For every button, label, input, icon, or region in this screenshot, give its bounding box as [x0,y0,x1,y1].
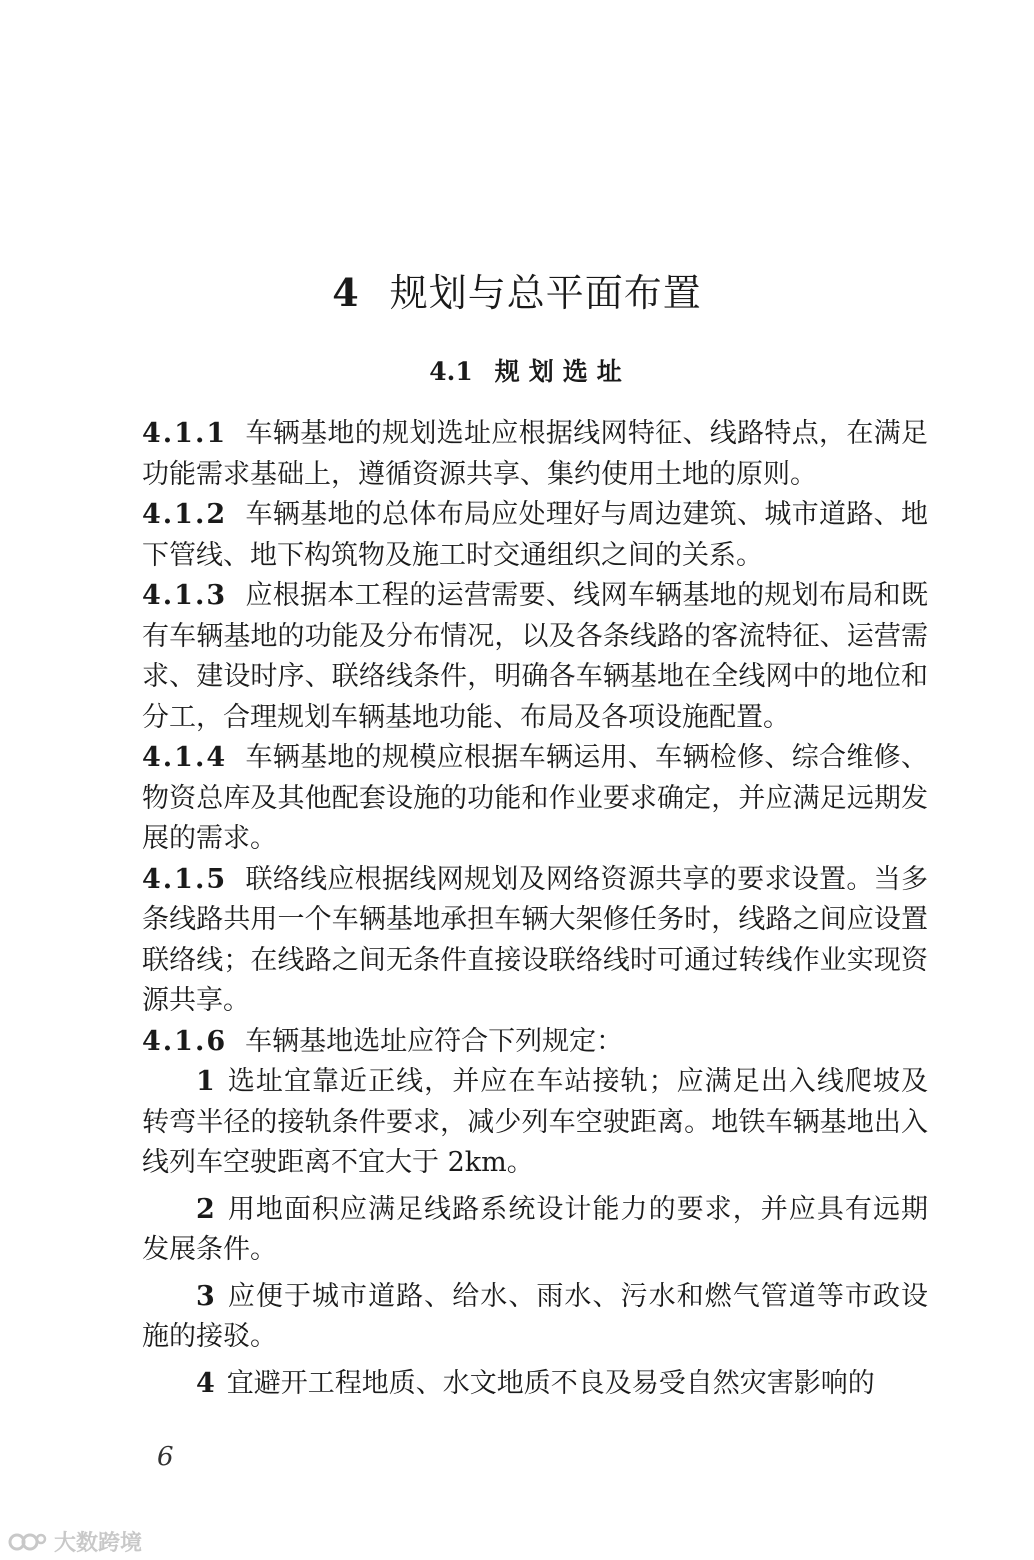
item-text: 应便于城市道路、给水、雨水、污水和燃气管道等市政设施的接驳。 [142,1280,928,1352]
clause-text: 车辆基地的规划选址应根据线网特征、线路特点，在满足功能需求基础上，遵循资源共享、集约使用土地的原则。 [142,418,928,490]
clause-4-1-2 [142,495,928,576]
section-title [0,352,1034,388]
list-item-3 [142,1277,928,1358]
clause-4-1-1 [142,414,928,495]
item-text: 用地面积应满足线路系统设计能力的要求，并应具有远期发展条件。 [142,1193,928,1265]
clause-4-1-4 [142,738,928,860]
page-number: 6 [157,1442,174,1472]
body-text [142,414,928,1404]
list-item-4 [142,1364,928,1405]
clause-text: 车辆基地的总体布局应处理好与周边建筑、城市道路、地下管线、地下构筑物及施工时交通组织之间的关系。 [142,499,928,571]
list-item-2 [142,1190,928,1271]
clause-4-1-5 [142,860,928,1022]
clause-number: 4.1.1 [142,418,228,449]
clause-4-1-3 [142,576,928,738]
list-item-1 [142,1062,928,1184]
watermark-text: 大数跨境 [54,1531,143,1556]
clause-number: 4.1.5 [142,863,228,895]
item-text: 选址宜靠近正线，并应在车站接轨；应满足出入线爬坡及转弯半径的接轨条件要求，减少列车空驶距离。地铁车辆基地出入线列车空驶距离不宜大于 2km。 [142,1066,928,1178]
clause-number: 4.1.2 [142,499,228,530]
section-number: 4.1 [429,357,473,386]
clause-number: 4.1.4 [142,742,228,773]
chapter-title [0,262,1034,317]
item-number: 2 [196,1193,215,1225]
watermark [8,1526,142,1557]
section-title-text: 规划选址 [494,357,631,386]
clause-text: 车辆基地选址应符合下列规定： [245,1025,624,1057]
chapter-title-text: 规划与总平面布置 [389,271,702,315]
item-number: 4 [196,1367,215,1399]
item-number: 1 [196,1066,215,1097]
clause-text: 联络线应根据线网规划及网络资源共享的要求设置。当多条线路共用一个车辆基地承担车辆大架修任务时，线路之间应设置联络线；在线路之间无条件直接设联络线时可通过转线作业实现资源共享。 [142,863,928,1016]
item-text: 宜避开工程地质、水文地质不良及易受自然灾害影响的 [226,1367,875,1399]
item-number: 3 [196,1280,215,1312]
clause-number: 4.1.6 [142,1025,228,1057]
clause-text: 车辆基地的规模应根据车辆运用、车辆检修、综合维修、物资总库及其他配套设施的功能和作业要求确定，并应满足远期发展的需求。 [142,742,928,854]
clause-number: 4.1.3 [142,580,228,611]
chapter-number: 4 [332,270,360,315]
dashuju-logo-icon [8,1531,48,1553]
clause-text: 应根据本工程的运营需要、线网车辆基地的规划布局和既有车辆基地的功能及分布情况，以及各条线路的客流特征、运营需求、建设时序、联络线条件，明确各车辆基地在全线网中的地位和分工，合理规划车辆基地功能、布局及各项设施配置。 [142,580,928,733]
clause-4-1-6 [142,1022,928,1063]
